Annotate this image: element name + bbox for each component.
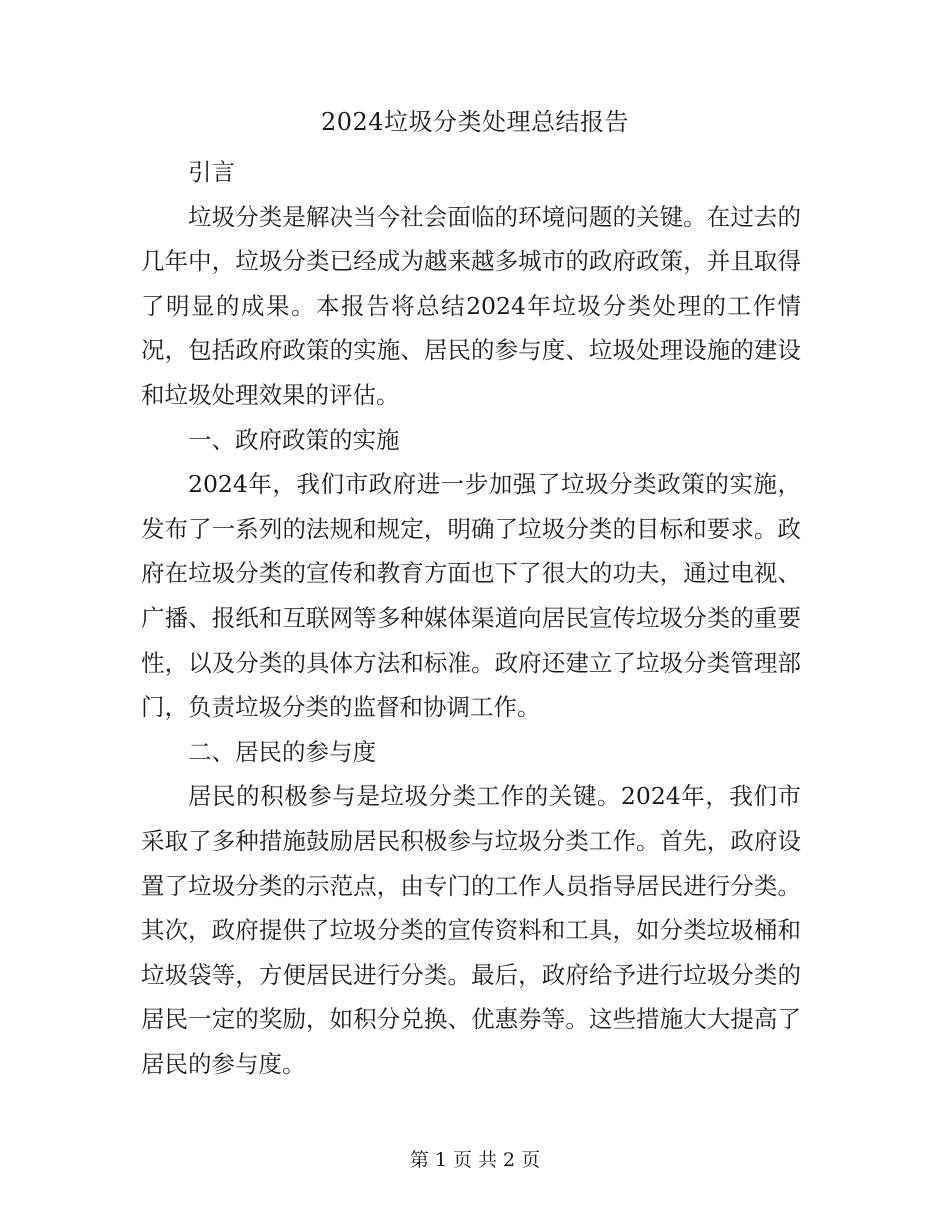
paragraph-participation: 居民的积极参与是垃圾分类工作的关键。2024年，我们市采取了多种措施鼓励居民积极参与垃圾分类工作。首先，政府设置了垃圾分类的示范点，由专门的工作人员指导居民进行分类。其次，政府提供了垃圾分类的宣传资料和工具，如分类垃圾桶和垃圾袋等，方便居民进行分类。最后，政府给予进行垃圾分类的居民一定的奖励，如积分兑换、优惠券等。这些措施大大提高了居民的参与度。 (141, 782, 801, 1078)
document-title: 2024垃圾分类处理总结报告 (320, 108, 630, 136)
paragraph-intro: 垃圾分类是解决当今社会面临的环境问题的关键。在过去的几年中，垃圾分类已经成为越来越多城市的政府政策，并且取得了明显的成果。本报告将总结2024年垃圾分类处理的工作情况，包括政府政策的实施、居民的参与度、垃圾处理设施的建设和垃圾处理效果的评估。 (141, 202, 801, 409)
section-heading-intro: 引言 (188, 158, 235, 186)
section-heading-participation: 二、居民的参与度 (188, 737, 376, 766)
document-body (141, 150, 801, 1086)
section-heading-policy: 一、政府政策的实施 (188, 425, 400, 454)
paragraph-policy: 2024年，我们市政府进一步加强了垃圾分类政策的实施，发布了一系列的法规和规定，明确了垃圾分类的目标和要求。政府在垃圾分类的宣传和教育方面也下了很大的功夫，通过电视、广播、报纸和互联网等多种媒体渠道向居民宣传垃圾分类的重要性，以及分类的具体方法和标准。政府还建立了垃圾分类管理部门，负责垃圾分类的监督和协调工作。 (141, 470, 801, 722)
page-number: 第 1 页 共 2 页 (409, 1149, 541, 1171)
